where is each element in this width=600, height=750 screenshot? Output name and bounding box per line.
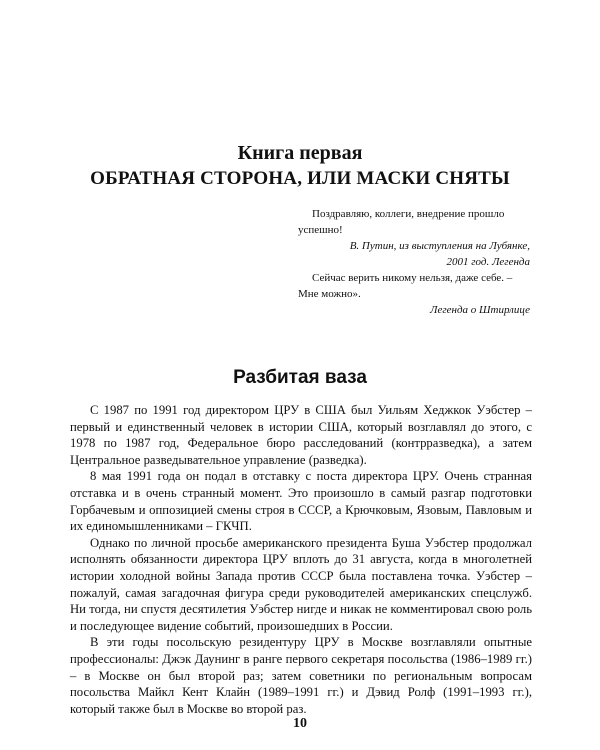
book-title-line1: Книга первая xyxy=(237,142,363,164)
epigraph-source-1-line1: В. Путин, из выступления на Лубянке, xyxy=(349,240,530,252)
page-number: 10 xyxy=(293,716,307,731)
paragraph: Однако по личной просьбе американского президента Буша Уэбстер продолжал исполнять обязанности директора ЦРУ вплоть до 31 августа, когда в многолетней истории холодной войны Запада против СССР была поставлена точка. Уэбстер – пожалуй, самая загадочная фигура среди руководителей американских спецслужб. Ни тогда, ни спустя десятилетия Уэбстер нигде и никак не комментировал свою роль и последующее видение событий, произошедших в России. xyxy=(70,535,532,633)
epigraph-quote-2: Сейчас верить никому нельзя, даже себе. – Мне можно». xyxy=(298,272,513,300)
book-title xyxy=(0,140,600,192)
epigraph-quote-1: Поздравляю, коллеги, внедрение прошло успешно! xyxy=(298,208,505,236)
paragraph: С 1987 по 1991 год директором ЦРУ в США был Уильям Хеджкок Уэбстер – первый и единственный человек в истории США, который возглавлял до этого, с 1978 по 1987 год, Федеральное бюро расследований (контрразведка), а затем Центральное разведывательное управление (разведка). xyxy=(70,403,532,467)
epigraph-block xyxy=(298,206,530,318)
book-title-line2: ОБРАТНАЯ СТОРОНА, ИЛИ МАСКИ СНЯТЫ xyxy=(90,168,510,189)
paragraph: 8 мая 1991 года он подал в отставку с поста директора ЦРУ. Очень странная отставка и в очень странный момент. Это произошло в самый разгар подготовки Горбачевым и оппозицией смены строя в СССР, а Крючковым, Язовым, Павловым и их единомышленниками – ГКЧП. xyxy=(70,469,532,534)
body-text xyxy=(70,402,532,717)
section-title: Разбитая ваза xyxy=(233,367,367,388)
epigraph-source-2: Легенда о Штирлице xyxy=(430,304,530,316)
epigraph-source-1-line2: 2001 год. Легенда xyxy=(446,256,530,268)
paragraph: В эти годы посольскую резидентуру ЦРУ в Москве возглавляли опытные профессионалы: Джэк Даунинг в ранге первого секретаря посольства (1986–1989 гг.) – в Москве он был второй раз; затем советники по региональным вопросам посольства Майкл Кент Клайн (1989–1991 гг.) и Дэвид Ролф (1991–1993 гг.), который также был в Москве во второй раз. xyxy=(70,635,532,716)
